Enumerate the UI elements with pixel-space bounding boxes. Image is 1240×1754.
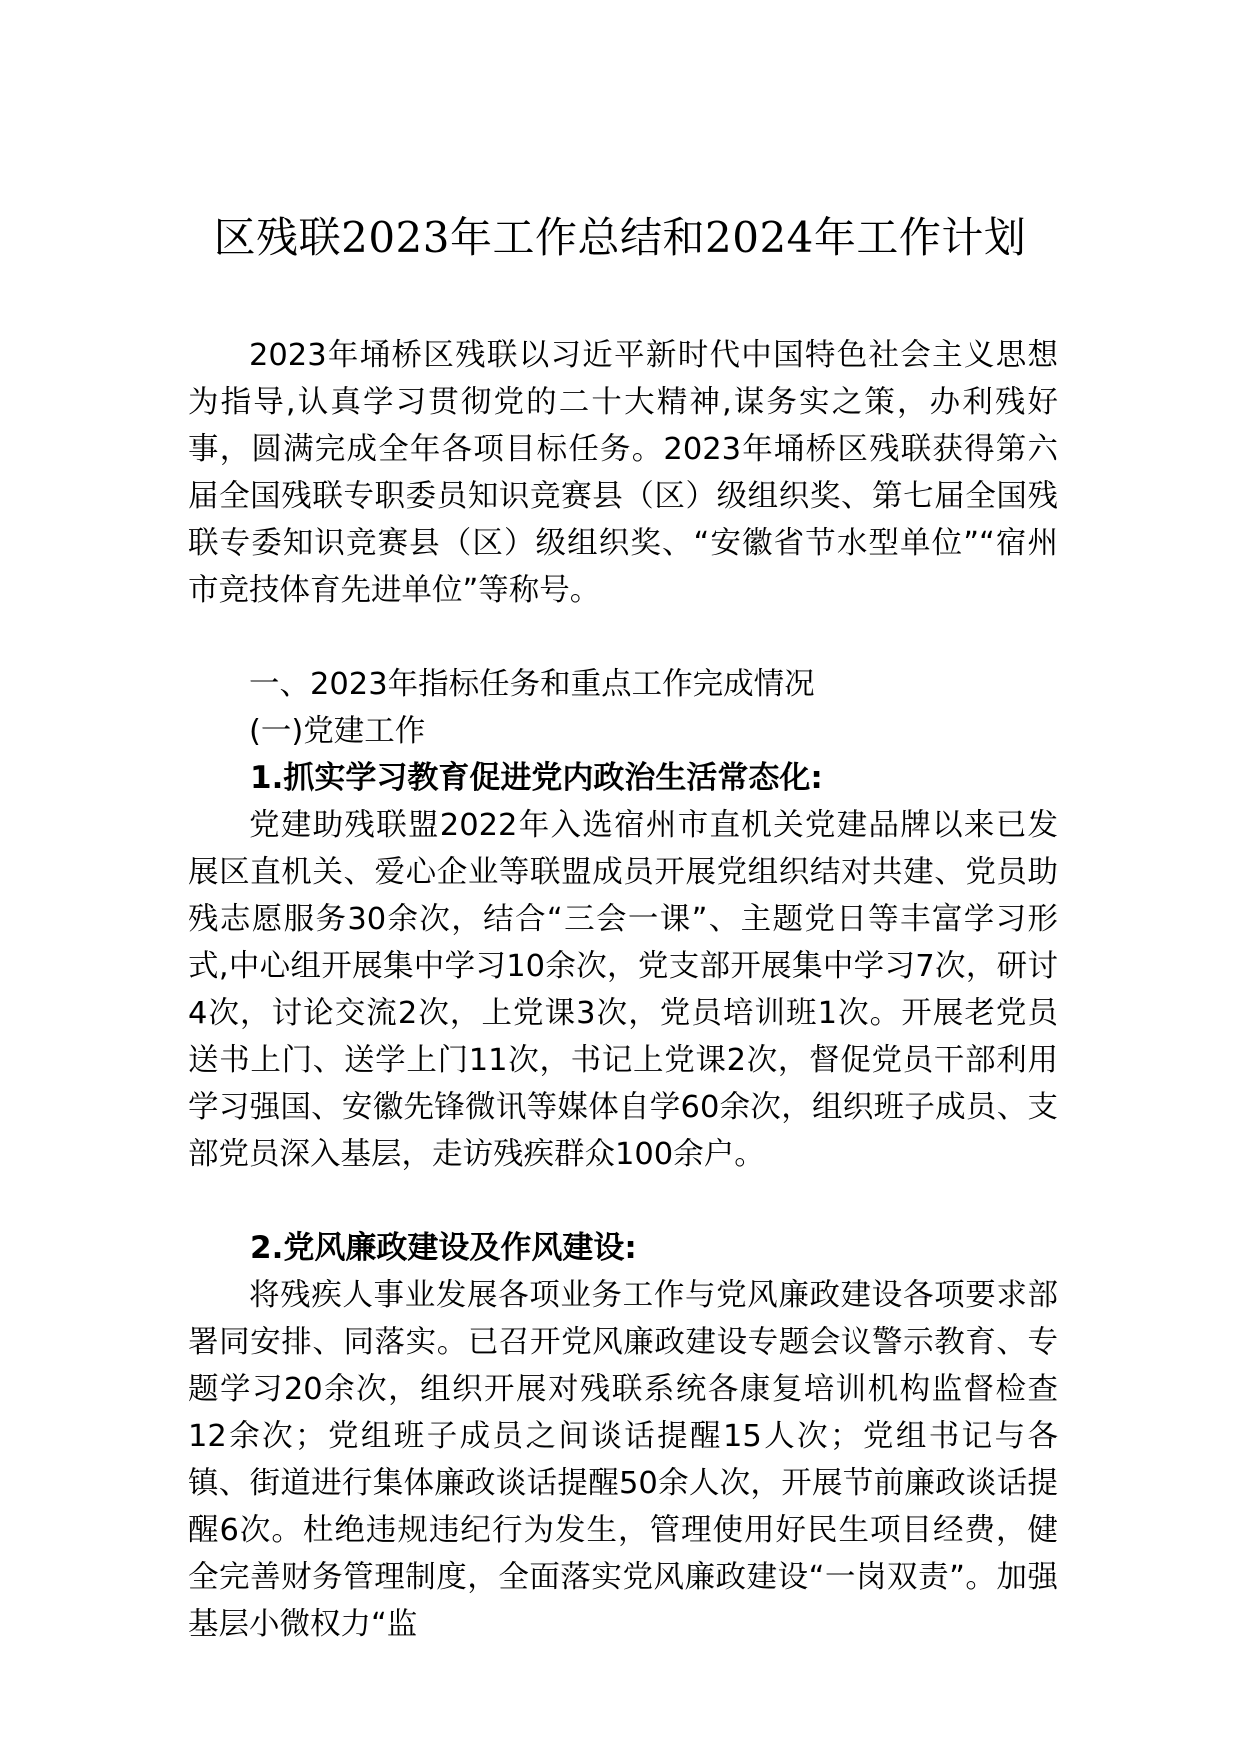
item-paragraph: 将残疾人事业发展各项业务工作与党风廉政建设各项要求部署同安排、同落实。已召开党风廉政建设专题会议警示教育、专题学习20余次，组织开展对残联系统各康复培训机构监督检查12余次；党组班子成员之间谈话提醒15人次；党组书记与各镇、街道进行集体廉政谈话提醒50余人次，开展节前廉政谈话提醒6次。杜绝违规违纪行为发生，管理使用好民生项目经费，健全完善财务管理制度，全面落实党风廉政建设“一岗双责”。加强基层小微权力“监 xyxy=(188,1278,1058,1642)
document-body xyxy=(188,332,1058,1695)
item-paragraph: 党建助残联盟2022年入选宿州市直机关党建品牌以来已发展区直机关、爱心企业等联盟成员开展党组织结对共建、党员助残志愿服务30余次，结合“三会一课”、主题党日等丰富学习形式,中心组开展集中学习10余次，党支部开展集中学习7次，研讨4次，讨论交流2次，上党课3次，党员培训班1次。开展老党员送书上门、送学上门11次，书记上党课2次，督促党员干部利用学习强国、安徽先锋微讯等媒体自学60余次，组织班子成员、支部党员深入基层，走访残疾群众100余户。 xyxy=(188,808,1058,1172)
section-heading: 一、2023年指标任务和重点工作完成情况 xyxy=(249,667,815,702)
item-heading: 2.党风廉政建设及作风建设: xyxy=(250,1230,637,1266)
document-title: 区残联2023年工作总结和2024年工作计划 xyxy=(213,213,1027,262)
subsection-heading: (一)党建工作 xyxy=(249,714,426,749)
intro-paragraph: 2023年埇桥区残联以习近平新时代中国特色社会主义思想为指导,认真学习贯彻党的二十大精神,谋务实之策，办利残好事，圆满完成全年各项目标任务。2023年埇桥区残联获得第六届全国残联专职委员知识竞赛县（区）级组织奖、第七届全国残联专委知识竞赛县（区）级组织奖、“安徽省节水型单位”“宿州市竞技体育先进单位”等称号。 xyxy=(188,338,1058,608)
item-heading: 1.抓实学习教育促进党内政治生活常态化: xyxy=(250,760,823,796)
